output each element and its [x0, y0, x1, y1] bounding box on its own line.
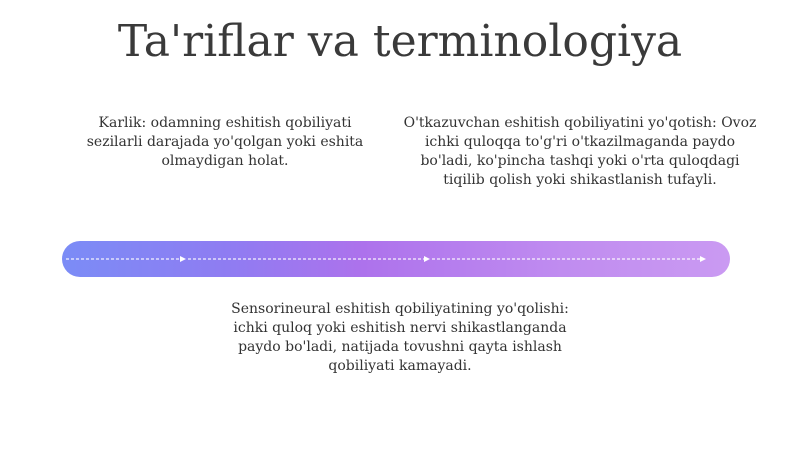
timeline-arrowhead-3 [700, 256, 706, 262]
definition-conductive-loss: O'tkazuvchan eshitish qobiliyatini yo'qotish: Ovoz ichki quloqqa to'g'ri o'tkazilmaganda paydo bo'ladi, ko'pincha tashqi yoki o'rta quloqdagi tiqilib qolish yoki shikastlanish tufayli. [403, 115, 757, 188]
definition-deafness: Karlik: odamning eshitish qobiliyati sezilarli darajada yo'qolgan yoki eshita olmaydigan holat. [86, 115, 364, 169]
timeline-bar [62, 241, 730, 277]
timeline-arrowhead-2 [424, 256, 430, 262]
slide-title: Ta'riflar va terminologiya [117, 16, 683, 67]
timeline-arrows [62, 241, 730, 277]
timeline-arrowhead-1 [180, 256, 186, 262]
definition-sensorineural-loss: Sensorineural eshitish qobiliyatining yo'qolishi: ichki quloq yoki eshitish nervi shikastlanganda paydo bo'ladi, natijada tovushni qayta ishlash qobiliyati kamayadi. [231, 301, 569, 374]
